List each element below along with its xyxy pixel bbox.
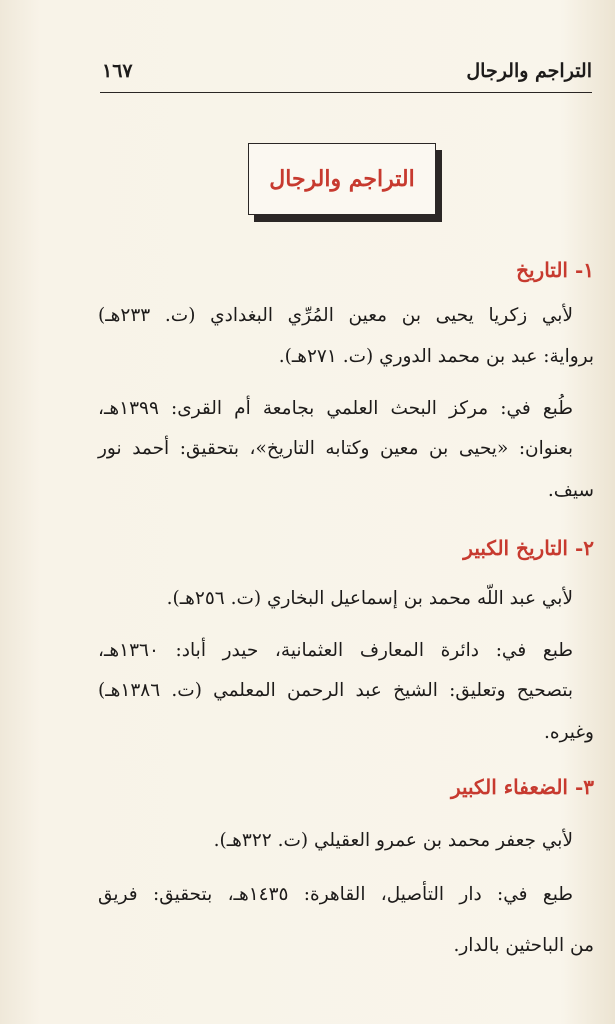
chapter-title: التراجم والرجال — [269, 166, 415, 192]
running-title: التراجم والرجال — [466, 60, 592, 82]
entry-line: لأبي زكريا يحيى بن معين المُرِّي البغدادي (ت. ٢٣٣هـ) — [98, 305, 573, 326]
entry-line: سيف. — [547, 480, 594, 501]
entry-line: من الباحثين بالدار. — [453, 935, 594, 956]
entry-line: وغيره. — [544, 722, 594, 743]
entry-line: طُبع في: مركز البحث العلمي بجامعة أم القرى: ١٣٩٩هـ، — [98, 398, 573, 419]
entry-heading: ٣- الضعفاء الكبير — [450, 775, 594, 799]
entry-line: برواية: عبد بن محمد الدوري (ت. ٢٧١هـ). — [278, 346, 594, 367]
entry-line: بعنوان: «يحيى بن معين وكتابه التاريخ»، بتحقيق: أحمد نور — [98, 438, 573, 459]
entry-line: لأبي جعفر محمد بن عمرو العقيلي (ت. ٣٢٢هـ). — [213, 830, 573, 851]
running-header — [100, 58, 592, 93]
entry-line: طبع في: دار التأصيل، القاهرة: ١٤٣٥هـ، بتحقيق: فريق — [98, 884, 574, 905]
chapter-title-box — [248, 143, 436, 215]
entry-line: طبع في: دائرة المعارف العثمانية، حيدر أباد: ١٣٦٠هـ، — [98, 640, 573, 661]
entry-heading: ١- التاريخ — [516, 258, 594, 282]
page-number: ١٦٧ — [102, 60, 133, 82]
entry-heading: ٢- التاريخ الكبير — [463, 536, 594, 560]
entry-line: لأبي عبد اللّه محمد بن إسماعيل البخاري (ت. ٢٥٦هـ). — [166, 588, 573, 609]
entry-line: بتصحيح وتعليق: الشيخ عبد الرحمن المعلمي (ت. ١٣٨٦هـ) — [98, 680, 573, 701]
